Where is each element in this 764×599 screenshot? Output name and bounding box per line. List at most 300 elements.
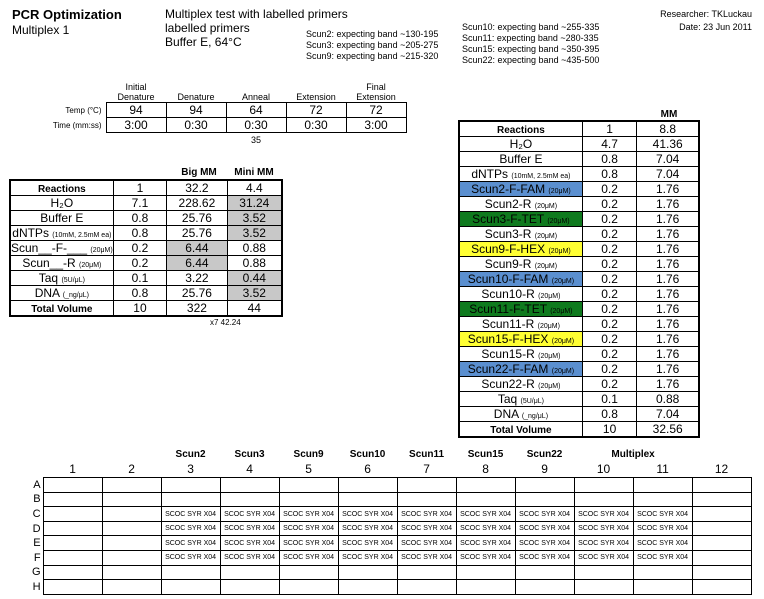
plate-row: [32, 507, 751, 522]
reagent-unit: (20μM): [551, 278, 575, 285]
mix-row: [460, 317, 699, 332]
mini-mm-header: Mini MM: [234, 167, 274, 178]
well: SCOC SYR X04: [161, 507, 220, 522]
well: [692, 521, 751, 536]
mix-row: [460, 287, 699, 302]
reagent-cell: [460, 362, 583, 377]
volume-cell: 0.2: [582, 182, 637, 197]
reagent-cell: [460, 242, 583, 257]
reagent-label: Scun3-R: [484, 227, 532, 241]
volume-cell: 0.88: [227, 241, 281, 256]
desc-line-1: Multiplex test with labelled primers: [165, 7, 348, 21]
well: [515, 478, 574, 493]
well: [338, 580, 397, 595]
plate-row: [32, 521, 751, 536]
reagent-label: Scun11-R: [481, 317, 535, 331]
primer-header: Multiplex: [611, 448, 655, 460]
date-label: Date:: [679, 22, 701, 32]
volume-cell: 1.76: [637, 302, 699, 317]
reagent-cell: [11, 271, 114, 286]
expected-band: Scun22: expecting band ~435-500: [462, 55, 600, 65]
well: [102, 565, 161, 580]
mix-row: [460, 152, 699, 167]
column-number: 10: [596, 462, 611, 477]
temp-value: 72: [286, 103, 346, 118]
well: [43, 565, 102, 580]
reagent-unit: (20μM): [534, 233, 558, 240]
volume-cell: 3.52: [227, 211, 281, 226]
column-number: 8: [482, 462, 489, 477]
well: [102, 536, 161, 551]
well: [574, 565, 633, 580]
step-header: Denature: [177, 92, 215, 102]
mix-row: [460, 362, 699, 377]
reagent-cell: [460, 272, 583, 287]
well: SCOC SYR X04: [515, 551, 574, 566]
volume-cell: 0.2: [113, 241, 167, 256]
well: SCOC SYR X04: [633, 521, 692, 536]
row-letter: E: [33, 537, 41, 550]
reagent-cell: [460, 422, 583, 437]
well: SCOC SYR X04: [397, 507, 456, 522]
time-value: 3:00: [106, 118, 166, 133]
reagent-unit: (20μM): [538, 383, 561, 390]
cycle-count: 35: [250, 135, 261, 146]
volume-cell: 228.62: [167, 196, 227, 211]
well: [279, 565, 338, 580]
mix-row: [460, 272, 699, 287]
reagent-unit: (20μM): [538, 353, 561, 360]
temp-value: 94: [166, 103, 226, 118]
mix-row: [460, 392, 699, 407]
primer-header: Scun15: [467, 448, 504, 460]
well: SCOC SYR X04: [220, 536, 279, 551]
column-number: 1: [69, 462, 76, 477]
reagent-label: Scun15-F-HEX: [467, 332, 549, 346]
volume-cell: 25.76: [167, 286, 227, 301]
well: [102, 521, 161, 536]
mix-row: [460, 137, 699, 152]
expected-bands-left: [306, 29, 438, 62]
plate-row: [32, 580, 751, 595]
well: [397, 565, 456, 580]
single-mix-body: [11, 181, 282, 316]
row-letter: D: [32, 522, 41, 535]
reagent-label: Scun10-F-FAM: [467, 272, 549, 286]
volume-cell: 0.2: [113, 256, 167, 271]
well: [456, 478, 515, 493]
reagent-cell: [460, 332, 583, 347]
well: [279, 492, 338, 507]
reagent-cell: [460, 167, 583, 182]
mix-row: [460, 407, 699, 422]
reagent-cell: [460, 122, 583, 137]
well: SCOC SYR X04: [633, 536, 692, 551]
big-mm-header: Big MM: [181, 167, 217, 178]
plate-row: [32, 536, 751, 551]
volume-cell: 0.2: [582, 287, 637, 302]
well: [220, 478, 279, 493]
well: [43, 507, 102, 522]
reagent-label: DNA: [34, 286, 60, 300]
primer-header: Scun3: [234, 448, 265, 460]
reagent-unit: (20μM): [538, 293, 561, 300]
row-letter: F: [33, 551, 41, 564]
well: SCOC SYR X04: [456, 521, 515, 536]
mix-row: [11, 211, 282, 226]
well: [456, 565, 515, 580]
mix-row: [460, 122, 699, 137]
well: [692, 551, 751, 566]
well: [692, 478, 751, 493]
volume-cell: 1.76: [637, 362, 699, 377]
primer-header: Scun2: [175, 448, 206, 460]
column-number: 6: [364, 462, 371, 477]
volume-cell: 7.04: [637, 167, 699, 182]
volume-cell: 1.76: [637, 182, 699, 197]
well: [338, 478, 397, 493]
primer-header: Scun22: [526, 448, 563, 460]
reagent-label: dNTPs: [471, 167, 509, 181]
volume-cell: 7.04: [637, 407, 699, 422]
reagent-cell: [460, 257, 583, 272]
well: SCOC SYR X04: [279, 521, 338, 536]
volume-cell: 0.8: [113, 226, 167, 241]
volume-cell: 1.76: [637, 272, 699, 287]
reagent-cell: [11, 226, 114, 241]
reagent-cell: [460, 392, 583, 407]
mix-row: [460, 347, 699, 362]
well: [220, 492, 279, 507]
volume-cell: 32.56: [637, 422, 699, 437]
reagent-cell: [11, 181, 114, 196]
volume-cell: 10: [582, 422, 637, 437]
time-value: 0:30: [226, 118, 286, 133]
reagent-label: Scun9-F-HEX: [471, 242, 546, 256]
volume-cell: 7.1: [113, 196, 167, 211]
column-number: 2: [128, 462, 135, 477]
reagent-label: Scun2-R: [484, 197, 532, 211]
column-number: 7: [423, 462, 430, 477]
well: [456, 580, 515, 595]
well: SCOC SYR X04: [338, 551, 397, 566]
temp-row: [40, 103, 406, 118]
plate-body: [32, 447, 751, 594]
reagent-unit: (5U/μL): [61, 277, 85, 284]
well: [515, 492, 574, 507]
date-value: 23 Jun 2011: [703, 22, 752, 32]
volume-cell: 0.88: [637, 392, 699, 407]
time-value: 0:30: [286, 118, 346, 133]
volume-cell: 0.2: [582, 377, 637, 392]
mix-row: [11, 256, 282, 271]
volume-cell: 0.8: [113, 211, 167, 226]
well: SCOC SYR X04: [279, 551, 338, 566]
volume-cell: 1.76: [637, 227, 699, 242]
volume-cell: 32.2: [167, 181, 227, 196]
researcher-block: [660, 9, 752, 20]
volume-cell: 1: [582, 122, 637, 137]
well: SCOC SYR X04: [338, 521, 397, 536]
well: SCOC SYR X04: [515, 507, 574, 522]
reagent-unit: (20μM): [79, 262, 102, 269]
temp-value: 72: [346, 103, 406, 118]
row-letter: H: [32, 581, 41, 594]
reagent-label: Scun__-R: [22, 256, 76, 270]
reagent-cell: [11, 301, 114, 316]
reagent-unit: (20μM): [534, 263, 558, 270]
reagent-cell: [460, 212, 583, 227]
expected-band: Scun3: expecting band ~205-275: [306, 40, 439, 50]
well: SCOC SYR X04: [456, 536, 515, 551]
well: [574, 492, 633, 507]
reagent-cell: [460, 137, 583, 152]
reagent-unit: (20μM): [551, 338, 575, 345]
temp-value: 64: [226, 103, 286, 118]
desc-line-3: Buffer E, 64°C: [165, 35, 242, 49]
volume-cell: 0.44: [227, 271, 281, 286]
well: [102, 492, 161, 507]
page-title: PCR Optimization: [12, 7, 122, 22]
volume-cell: 1.76: [637, 212, 699, 227]
mix-row: [460, 377, 699, 392]
well: [43, 478, 102, 493]
temp-value: 94: [106, 103, 166, 118]
well: [515, 565, 574, 580]
column-number: 4: [246, 462, 253, 477]
reagent-unit: (20μM): [550, 308, 573, 315]
step-header: Final Extension: [356, 82, 396, 102]
well: SCOC SYR X04: [279, 536, 338, 551]
reagent-unit: (5U/μL): [520, 398, 544, 405]
primer-header: Scun9: [293, 448, 324, 460]
volume-cell: 31.24: [227, 196, 281, 211]
well: SCOC SYR X04: [456, 507, 515, 522]
reagent-label: Scun3-F-TET: [472, 212, 544, 226]
well: [43, 551, 102, 566]
reagent-label: Scun15-R: [481, 347, 535, 361]
reagent-cell: [460, 287, 583, 302]
well: [161, 478, 220, 493]
well: [220, 565, 279, 580]
desc-line-2: labelled primers: [165, 21, 250, 35]
well: SCOC SYR X04: [397, 521, 456, 536]
well: [279, 580, 338, 595]
volume-cell: 0.8: [582, 167, 637, 182]
volume-cell: 1.76: [637, 377, 699, 392]
reagent-label: H₂O: [509, 137, 533, 151]
volume-cell: 7.04: [637, 152, 699, 167]
mix-row: [11, 271, 282, 286]
reagent-unit: (_ng/μL): [521, 413, 549, 420]
well: [397, 580, 456, 595]
volume-cell: 44: [227, 301, 281, 316]
well: [102, 580, 161, 595]
mix-row: [11, 226, 282, 241]
volume-cell: 8.8: [637, 122, 699, 137]
volume-cell: 0.8: [582, 407, 637, 422]
mm-header: MM: [660, 109, 678, 120]
volume-cell: 4.7: [582, 137, 637, 152]
expected-band: Scun10: expecting band ~255-335: [462, 22, 600, 32]
well: SCOC SYR X04: [220, 507, 279, 522]
well: SCOC SYR X04: [220, 521, 279, 536]
volume-cell: 3.52: [227, 226, 281, 241]
well: [43, 492, 102, 507]
volume-cell: 0.2: [582, 242, 637, 257]
step-header: Anneal: [241, 92, 271, 102]
time-value: 0:30: [166, 118, 226, 133]
volume-cell: 1.76: [637, 347, 699, 362]
reagent-label: dNTPs: [12, 226, 49, 240]
row-letter: B: [33, 493, 41, 506]
time-label: Time (mm:ss): [52, 120, 102, 130]
reagent-label: Scun2-F-FAM: [471, 182, 546, 196]
well: SCOC SYR X04: [574, 521, 633, 536]
volume-cell: 0.8: [113, 286, 167, 301]
well: [692, 507, 751, 522]
reagent-cell: [11, 286, 114, 301]
primer-header: [43, 447, 102, 462]
reagent-unit: (10mM, 2.5mM ea): [52, 232, 112, 239]
volume-cell: 1.76: [637, 197, 699, 212]
reagent-label: Buffer E: [40, 211, 84, 225]
reagent-label: Total Volume: [31, 304, 93, 315]
reagent-unit: (_ng/μL): [62, 292, 89, 299]
reagent-unit: (20μM): [534, 203, 558, 210]
well: SCOC SYR X04: [397, 551, 456, 566]
well: [397, 478, 456, 493]
primer-header: [102, 447, 161, 462]
plate-row: [32, 565, 751, 580]
volume-cell: 0.2: [582, 227, 637, 242]
reagent-cell: [11, 211, 114, 226]
volume-cell: 1.76: [637, 317, 699, 332]
mix-row: [460, 182, 699, 197]
reagent-unit: (20μM): [537, 323, 560, 330]
well: [338, 565, 397, 580]
reagent-label: Taq: [497, 392, 518, 406]
well: [633, 492, 692, 507]
well: [43, 580, 102, 595]
well: SCOC SYR X04: [633, 551, 692, 566]
reagent-label: Buffer E: [499, 152, 543, 166]
reagent-cell: [460, 152, 583, 167]
multiplex-mix-body: [460, 122, 699, 437]
reagent-unit: (20μM): [551, 368, 575, 375]
well: SCOC SYR X04: [456, 551, 515, 566]
well: [633, 580, 692, 595]
reagent-cell: [11, 241, 114, 256]
column-number: 5: [305, 462, 312, 477]
reagent-cell: [11, 196, 114, 211]
expected-band: Scun15: expecting band ~350-395: [462, 44, 600, 54]
expected-band: Scun9: expecting band ~215-320: [306, 51, 439, 61]
mix-row: [11, 286, 282, 301]
row-letter: C: [32, 508, 41, 521]
researcher-name: TKLuckau: [711, 9, 752, 19]
well: SCOC SYR X04: [574, 551, 633, 566]
volume-cell: 1.76: [637, 332, 699, 347]
row-letter: G: [32, 566, 41, 579]
well: SCOC SYR X04: [220, 551, 279, 566]
expected-bands-right: [462, 22, 599, 66]
mix-row: [11, 301, 282, 316]
volume-cell: 0.2: [582, 332, 637, 347]
well: SCOC SYR X04: [279, 507, 338, 522]
mix-row: [11, 181, 282, 196]
well: SCOC SYR X04: [633, 507, 692, 522]
well: [102, 551, 161, 566]
volume-cell: 0.2: [582, 257, 637, 272]
reagent-unit: (20μM): [547, 218, 570, 225]
time-value: 3:00: [346, 118, 406, 133]
well: SCOC SYR X04: [515, 536, 574, 551]
reagent-cell: [460, 302, 583, 317]
volume-cell: 0.2: [582, 317, 637, 332]
temp-label: Temp (°C): [65, 105, 102, 115]
reagent-label: Scun11-F-TET: [469, 302, 547, 316]
row-letter: A: [33, 478, 41, 491]
mix-row: [460, 302, 699, 317]
well: [692, 565, 751, 580]
column-number: 3: [187, 462, 194, 477]
time-row: [40, 118, 406, 133]
single-mix-table: [10, 180, 282, 316]
multiplex-mix-table: [459, 121, 699, 437]
well: [279, 478, 338, 493]
column-number: 9: [541, 462, 548, 477]
well: SCOC SYR X04: [161, 521, 220, 536]
reagent-label: Scun9-R: [484, 257, 532, 271]
volume-cell: 1.76: [637, 287, 699, 302]
mix-row: [460, 167, 699, 182]
reagent-label: H₂O: [50, 196, 74, 210]
column-number: 12: [714, 462, 729, 477]
well: SCOC SYR X04: [338, 536, 397, 551]
volume-cell: 0.2: [582, 302, 637, 317]
page-subtitle: Multiplex 1: [12, 23, 70, 37]
volume-cell: 0.1: [113, 271, 167, 286]
reagent-label: Scun__-F-___: [11, 241, 88, 255]
well: [574, 478, 633, 493]
volume-cell: 0.2: [582, 347, 637, 362]
well: [397, 492, 456, 507]
plate-layout: [32, 447, 752, 595]
mix-row: [460, 227, 699, 242]
expected-band: Scun11: expecting band ~280-335: [462, 33, 599, 43]
well: [43, 536, 102, 551]
mix-row: [460, 242, 699, 257]
reagent-cell: [460, 182, 583, 197]
thermal-profile-table: [40, 82, 407, 148]
volume-cell: 0.8: [582, 152, 637, 167]
reagent-cell: [460, 317, 583, 332]
volume-cell: 25.76: [167, 226, 227, 241]
well: [692, 580, 751, 595]
plate-row: [32, 478, 751, 493]
mix-row: [460, 422, 699, 437]
reagent-label: Reactions: [37, 184, 86, 195]
volume-cell: 0.1: [582, 392, 637, 407]
volume-cell: 322: [167, 301, 227, 316]
mix-row: [11, 241, 282, 256]
reagent-unit: (10mM, 2.5mM ea): [511, 173, 571, 180]
mix-row: [460, 332, 699, 347]
researcher-label: Researcher:: [660, 9, 710, 19]
plate-primer-row: [32, 447, 751, 462]
reagent-unit: (20μM): [90, 247, 113, 254]
